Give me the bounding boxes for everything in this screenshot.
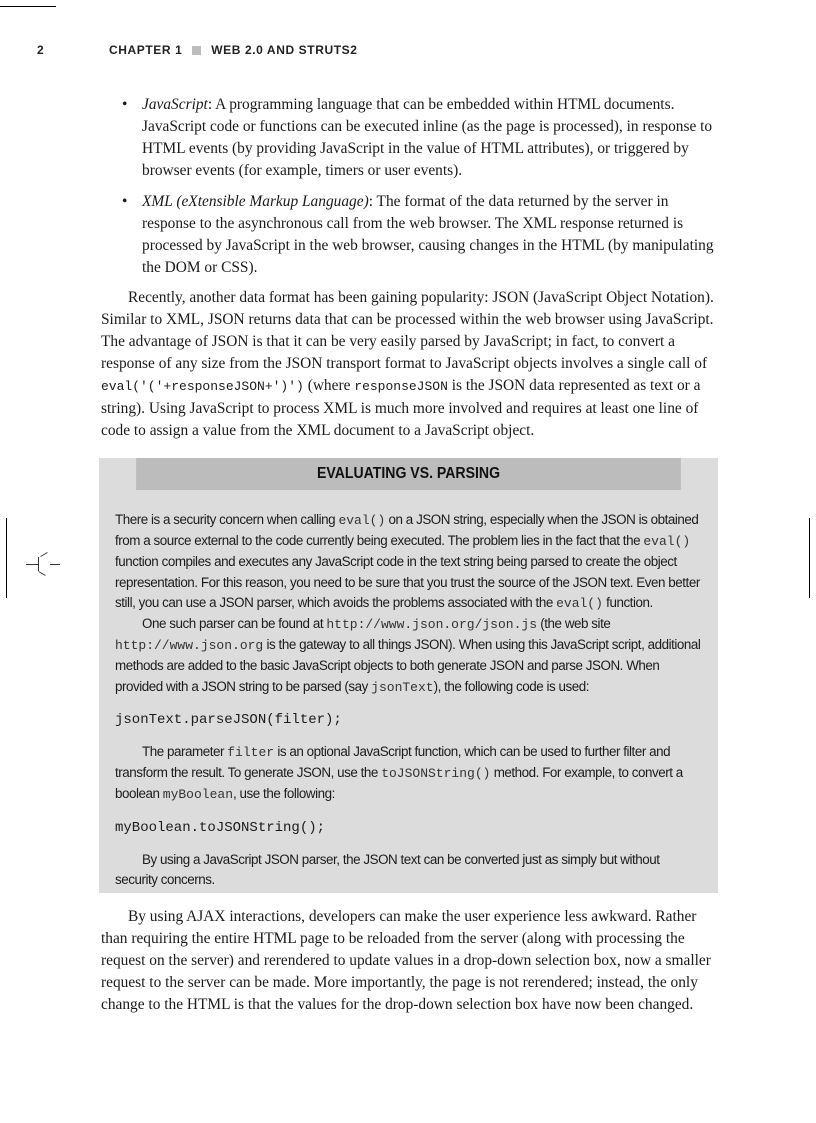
inline-code: eval('('+responseJSON+')') xyxy=(101,379,304,394)
definition: : A programming language that can be embedded within HTML documents. JavaScript code or functions can be executed inline (as the page is processed), in response to HTML events (by providing JavaScript in the value of HTML attributes), or triggered by browser events (for example, timers or user events). xyxy=(142,96,713,179)
inline-code: jsonText xyxy=(371,679,434,695)
definition: : The format of the data returned by the server in response to the asynchronous call from the web browser. The XML response returned is processed by JavaScript in the web browser, causing changes in the HTML (by manipulating the DOM or CSS). xyxy=(142,193,714,276)
text-run: is the JSON data represented as text or a string). Using JavaScript to process XML is much more involved and requires at least one line of code to assign a value from the XML document to a JavaScript object. xyxy=(101,377,701,439)
inline-code: http://www.json.org/json.js xyxy=(326,617,537,633)
sidebar-paragraph xyxy=(115,742,705,806)
text-run: , use the following: xyxy=(233,786,335,802)
sidebar-box xyxy=(99,458,718,893)
bullet-icon: • xyxy=(122,96,128,113)
page-number: 2 xyxy=(37,43,45,57)
term: JavaScript xyxy=(142,96,208,113)
chapter-label: CHAPTER 1 xyxy=(108,43,183,57)
code-listing: myBoolean.toJSONString(); xyxy=(115,819,326,836)
inline-code: eval() xyxy=(556,595,603,611)
text-run: function compiles and executes any JavaScript code in the text string being parsed to create the object representation. For this reason, you need to be sure that you trust the source of the JSON text. Even better still, you can use a JSON parser, which avoids the problems associated with the xyxy=(115,554,700,610)
inline-code: toJSONString() xyxy=(381,766,491,782)
text-run: on a JSON string, especially when the JSON is obtained from a source external to the code currently being executed. The problem lies in the fact that the xyxy=(115,512,699,549)
inline-code: responseJSON xyxy=(354,379,448,394)
sidebar-paragraph xyxy=(115,614,705,698)
chapter-title: WEB 2.0 AND STRUTS2 xyxy=(211,43,358,57)
text-run: One such parser can be found at xyxy=(142,616,327,632)
crop-mark xyxy=(0,6,56,7)
text-run: function. xyxy=(602,594,653,610)
text-run: (where xyxy=(303,377,355,394)
header-separator xyxy=(192,46,201,55)
inline-code: eval() xyxy=(338,513,386,528)
sidebar-body xyxy=(115,510,705,890)
text-run: (the web site xyxy=(537,616,611,632)
inline-code: myBoolean xyxy=(162,787,233,803)
sidebar-paragraph xyxy=(115,510,705,614)
list-item xyxy=(101,94,718,182)
sidebar-paragraph: By using a JavaScript JSON parser, the JSON text can be converted just as simply but without security concerns. xyxy=(115,851,660,888)
registration-mark-icon xyxy=(26,548,60,582)
text-run: is the gateway to all things JSON). When using this JavaScript script, additional methods are added to the basic JavaScript objects to both generate JSON and parse JSON. When provided with a JSON string to be parsed (say xyxy=(115,637,701,694)
text-run: method. For example, to convert a boolean xyxy=(115,765,683,802)
text-run: is an optional JavaScript function, which can be used to further filter and transform the result. To generate JSON, use the xyxy=(115,744,671,781)
sidebar-title: EVALUATING VS. PARSING xyxy=(136,458,681,490)
inline-code: filter xyxy=(227,745,275,761)
bullet-icon: • xyxy=(122,193,128,210)
text-run: ), the following code is used: xyxy=(433,678,590,694)
list-item xyxy=(101,191,718,279)
crop-mark xyxy=(809,518,810,598)
running-header xyxy=(37,43,358,57)
body-paragraph: By using AJAX interactions, developers can make the user experience less awkward. Rather than requiring the entire HTML page to be reloaded from the server (along with processing the request on the server) and rerendered to update values in a drop-down selection box, now a smaller request to the server can be made. More importantly, the page is not rerendered; instead, the only change to the HTML is that the values for the drop-down selection box have now been changed. xyxy=(101,908,711,1013)
text-run: The parameter xyxy=(142,744,228,760)
term: XML (eXtensible Markup Language) xyxy=(142,193,369,210)
text-run: Recently, another data format has been gaining popularity: JSON (JavaScript Object Notation). Similar to XML, JSON returns data that can be processed within the web browser using JavaScript. The advantage of JSON is that it can be very easily parsed by JavaScript; in fact, to convert a response of any size from the JSON transport format to JavaScript objects involves a single call of xyxy=(101,289,714,372)
definition-list xyxy=(101,94,718,288)
crop-mark xyxy=(6,518,7,598)
text-run: There is a security concern when calling xyxy=(115,512,339,527)
code-listing: jsonText.parseJSON(filter); xyxy=(115,711,342,728)
inline-code: eval() xyxy=(643,534,691,550)
inline-code: http://www.json.org xyxy=(115,638,264,654)
body-paragraph xyxy=(101,287,718,442)
